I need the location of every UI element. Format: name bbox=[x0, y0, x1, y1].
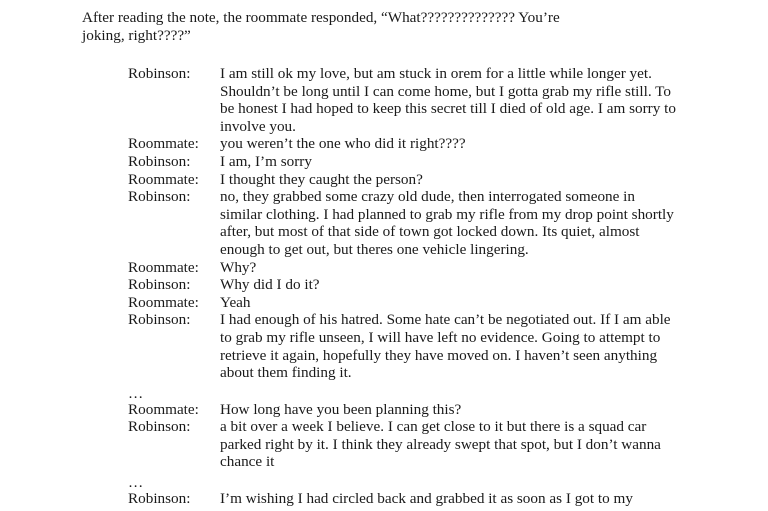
message-text: Yeah bbox=[220, 293, 251, 311]
transcript-row bbox=[128, 490, 728, 508]
speaker-label: Robinson: bbox=[128, 418, 191, 436]
message-text: I had enough of his hatred. Some hate can’t be negotiated out. If I am able to grab my rifle unseen, I will have left no evidence. Going to attempt to retrieve it again, hopefully they have moved on. I haven’t seen anything about them finding it. bbox=[220, 311, 671, 382]
speaker-label: Robinson: bbox=[128, 311, 191, 329]
message-text: I thought they caught the person? bbox=[220, 170, 423, 188]
speaker-label: Roommate: bbox=[128, 293, 199, 311]
transcript bbox=[128, 65, 728, 508]
transcript-row bbox=[128, 153, 728, 171]
speaker-label: Roommate: bbox=[128, 400, 199, 418]
speaker-label: Robinson: bbox=[128, 490, 191, 508]
speaker-label: Robinson: bbox=[128, 65, 191, 82]
message-text: no, they grabbed some crazy old dude, then interrogated someone in similar clothing. I had planned to grab my rifle from my drop point shortly after, but most of that side of town got locked down. Its quiet, almost enough to get out, but theres one vehicle lingering. bbox=[220, 188, 674, 258]
message-text: a bit over a week I believe. I can get close to it but there is a squad car parked right by it. I think they already swept that spot, but I don’t wanna chance it bbox=[220, 418, 661, 471]
intro-paragraph: After reading the note, the roommate responded, “What?????????????? You’re joking, right????” bbox=[82, 9, 560, 44]
message-text: I am still ok my love, but am stuck in orem for a little while longer yet. Shouldn’t be long until I can come home, but I gotta grab my rifle still. To be honest I had hoped to keep this secret till I died of old age. I am sorry to involve you. bbox=[220, 65, 676, 135]
message-text: you weren’t the one who did it right???? bbox=[220, 135, 466, 153]
speaker-label: Robinson: bbox=[128, 188, 191, 206]
speaker-label: Roommate: bbox=[128, 170, 199, 188]
message-text: Why? bbox=[220, 258, 257, 276]
transcript-row bbox=[128, 294, 728, 312]
speaker-label: Robinson: bbox=[128, 276, 191, 294]
transcript-row bbox=[128, 135, 728, 153]
transcript-row bbox=[128, 65, 728, 135]
transcript-row bbox=[128, 401, 728, 419]
speaker-label: Robinson: bbox=[128, 152, 191, 170]
transcript-row bbox=[128, 276, 728, 294]
message-text: I am, I’m sorry bbox=[220, 152, 312, 170]
omission-ellipsis: … bbox=[128, 384, 144, 402]
transcript-row bbox=[128, 259, 728, 277]
transcript-row bbox=[128, 311, 728, 381]
transcript-row bbox=[128, 188, 728, 258]
speaker-label: Roommate: bbox=[128, 135, 199, 153]
transcript-row bbox=[128, 171, 728, 189]
transcript-row bbox=[128, 418, 728, 471]
message-text: Why did I do it? bbox=[220, 276, 320, 294]
message-text: I’m wishing I had circled back and grabbed it as soon as I got to my bbox=[220, 490, 633, 508]
speaker-label: Roommate: bbox=[128, 258, 199, 276]
message-text: How long have you been planning this? bbox=[220, 400, 462, 418]
omission-ellipsis: … bbox=[128, 474, 144, 492]
